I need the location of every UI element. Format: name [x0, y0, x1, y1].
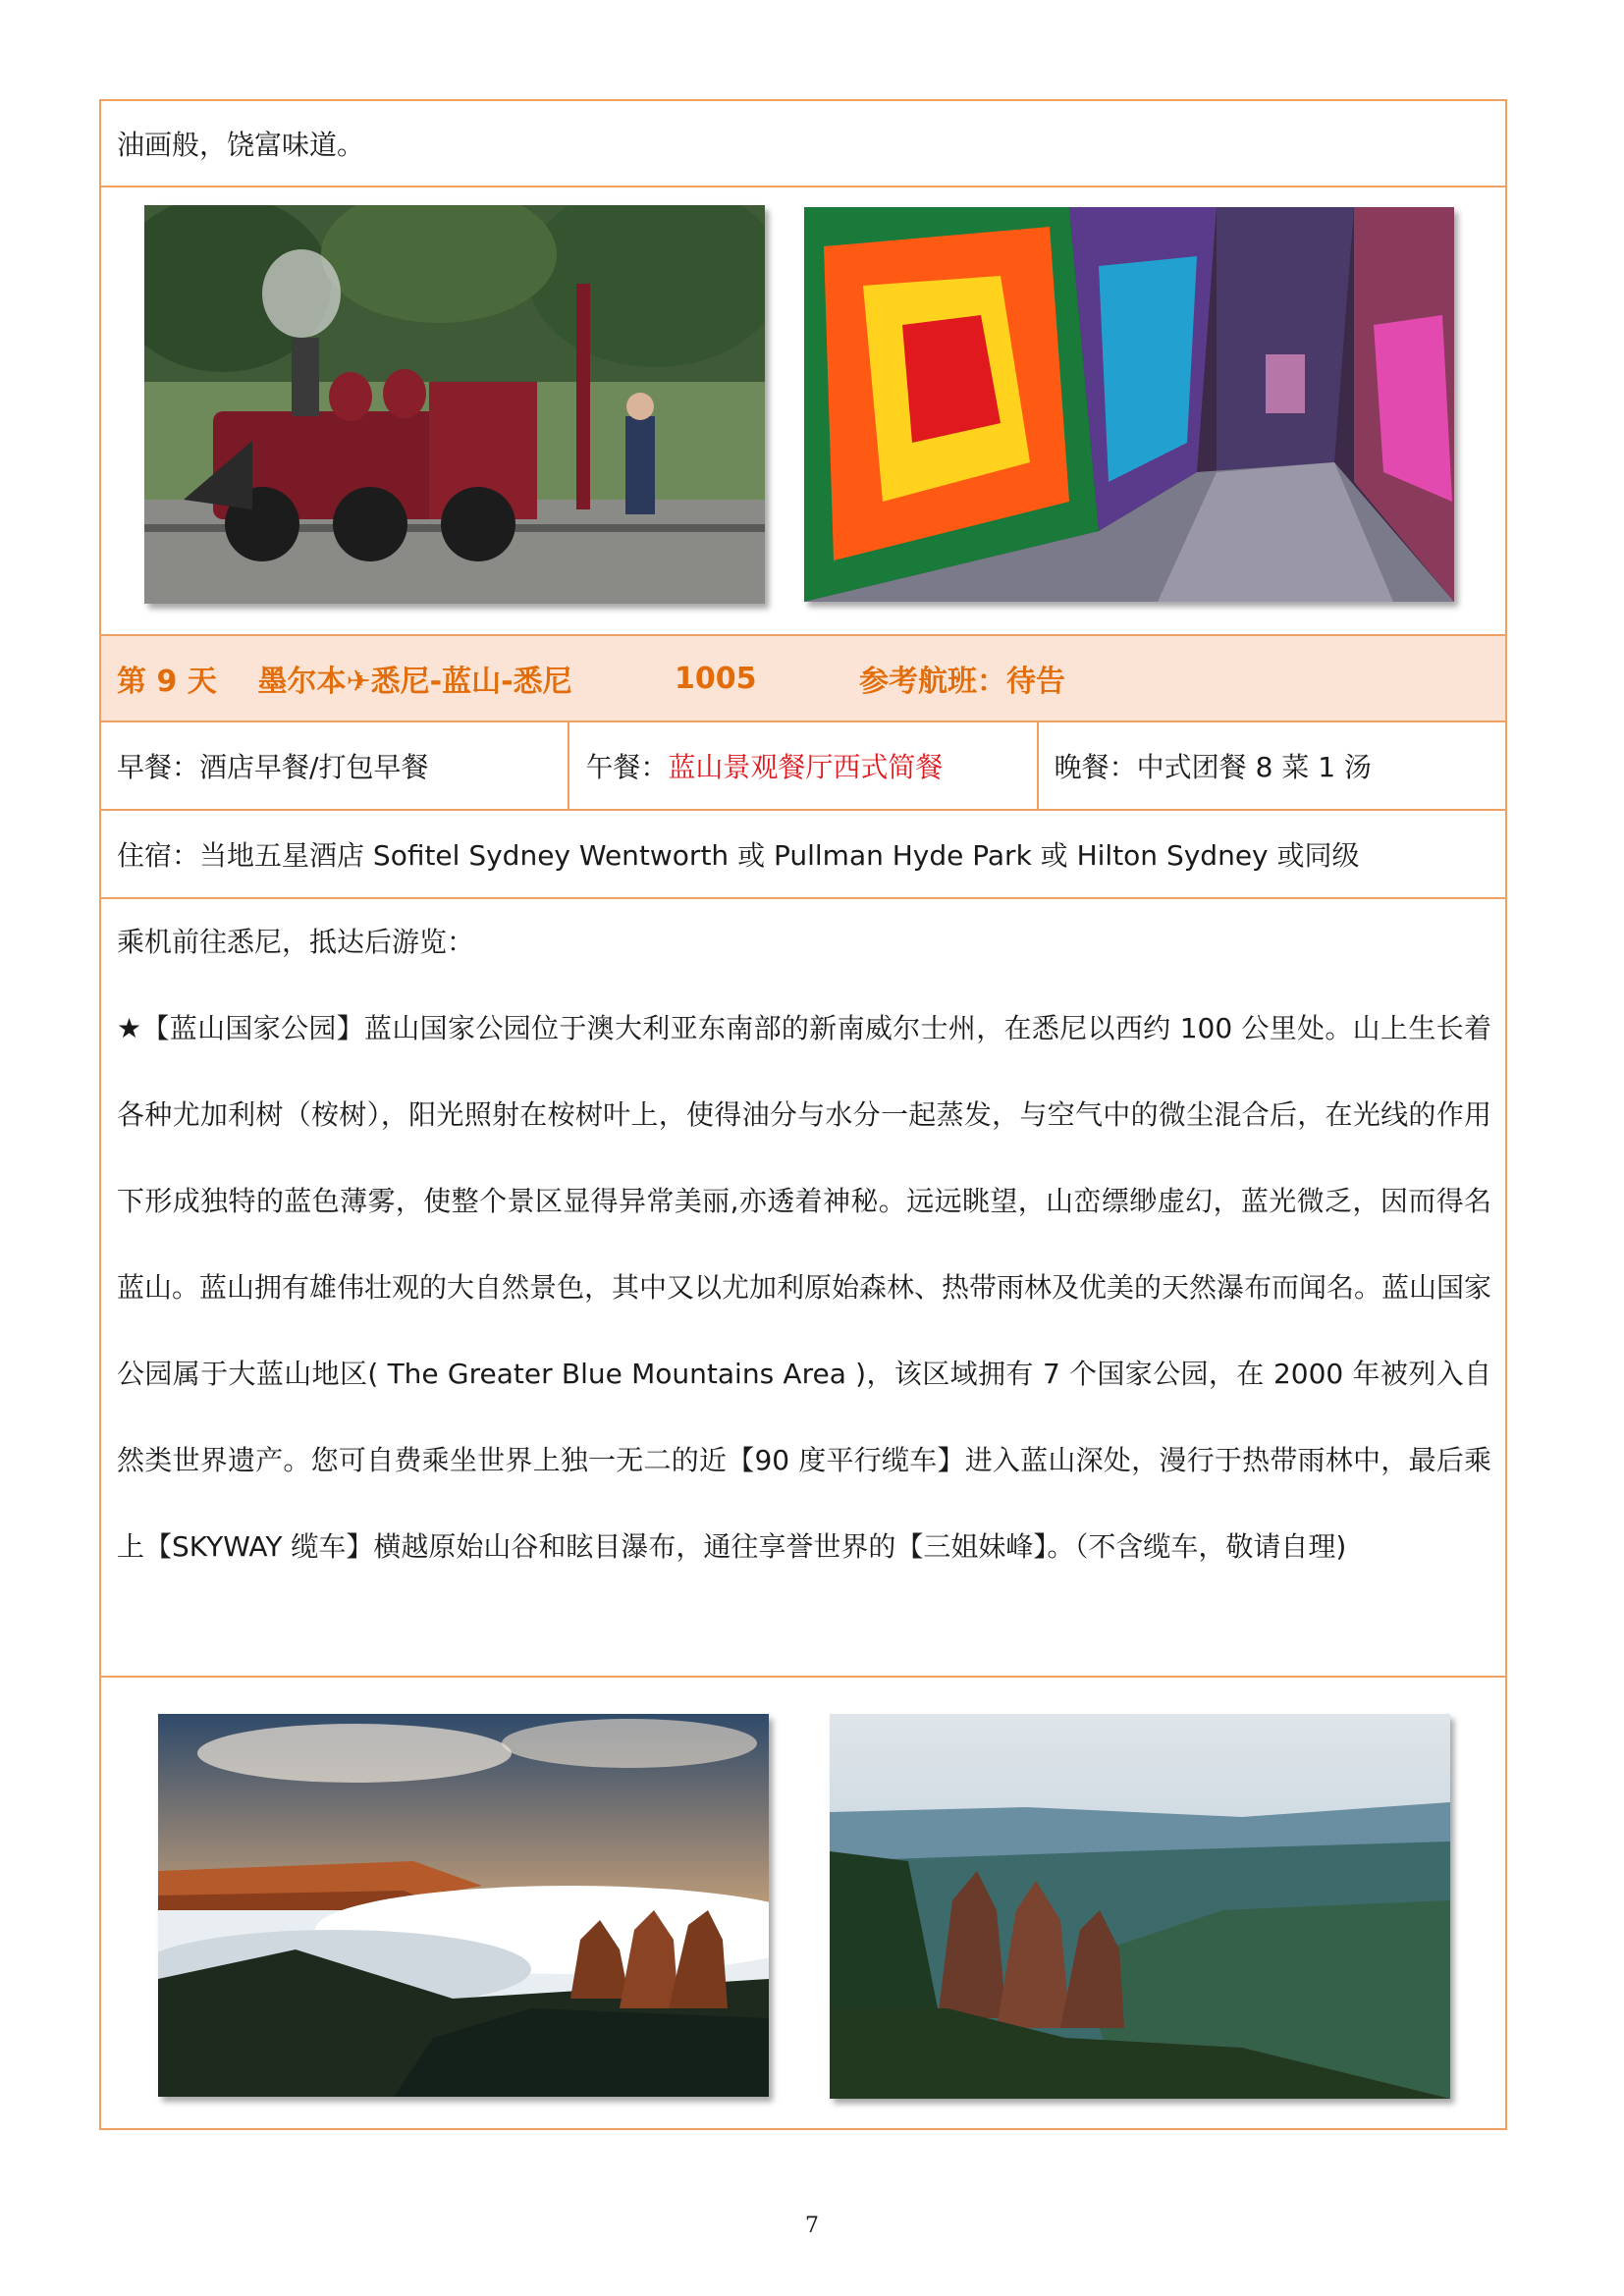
blue-mountains-sunrise-photo: [158, 1714, 769, 2097]
hotel-row: [101, 811, 1505, 899]
lunch-value: 蓝山景观餐厅西式简餐: [668, 751, 944, 783]
dinner-value: 中式团餐 8 菜 1 汤: [1136, 751, 1372, 783]
description-body: ★【蓝山国家公园】蓝山国家公园位于澳大利亚东南部的新南威尔士州，在悉尼以西约 100 公里处。山上生长着各种尤加利树（桉树），阳光照射在桉树叶上，使得油分与水分一起蒸发，与空气中的微尘混合后，在光线的作用下形成独特的蓝色薄雾，使整个景区显得异常美丽,亦透着神秘。远远眺望，山峦缥缈虚幻，蓝光微乏，因而得名蓝山。蓝山拥有雄伟壮观的大自然景色，其中又以尤加利原始森林、热带雨林及优美的天然瀑布而闻名。蓝山国家公园属于大蓝山地区( The Greater Blue Mountains Area )，该区域拥有 7 个国家公园，在 2000 年被列入自然类世界遗产。您可自费乘坐世界上独一无二的近【90 度平行缆车】进入蓝山深处，漫行于热带雨林中，最后乘上【SKYWAY 缆车】横越原始山谷和眩目瀑布，通往享誉世界的【三姐妹峰】。（不含缆车，敬请自理): [117, 1012, 1492, 1563]
breakfast-cell: [101, 722, 569, 809]
graffiti-lane-photo: [804, 207, 1454, 602]
day-route: 墨尔本✈悉尼-蓝山-悉尼: [257, 665, 572, 699]
dinner-cell: [1039, 722, 1505, 809]
photo-row-top: [101, 187, 1505, 636]
flight-info: 参考航班：待告: [859, 665, 1065, 699]
day-header: [101, 636, 1505, 722]
dinner-label: 晚餐：: [1054, 751, 1137, 783]
photo-row-bottom: [101, 1678, 1505, 2128]
continuation-row: [101, 101, 1505, 187]
lunch-label: 午餐：: [585, 751, 669, 783]
hotel-value: 当地五星酒店 Sofitel Sydney Wentworth 或 Pullman Hyde Park 或 Hilton Sydney 或同级: [199, 839, 1360, 872]
hotel-label: 住宿：: [117, 839, 200, 872]
lunch-cell: [569, 722, 1038, 809]
breakfast-label: 早餐：: [117, 751, 200, 783]
description-cell: [101, 899, 1505, 1678]
itinerary-table: [99, 99, 1507, 2130]
flight-time: 1005: [675, 661, 757, 696]
page-number: 7: [805, 2214, 819, 2238]
breakfast-value: 酒店早餐/打包早餐: [199, 751, 429, 783]
continuation-text: 油画般，饶富味道。: [117, 129, 365, 161]
three-sisters-valley-photo: [830, 1714, 1450, 2099]
steam-train-photo: [144, 205, 765, 604]
meals-row: [101, 722, 1505, 811]
description-intro: 乘机前往悉尼，抵达后游览：: [117, 926, 475, 958]
day-number: 第 9 天: [117, 665, 217, 699]
